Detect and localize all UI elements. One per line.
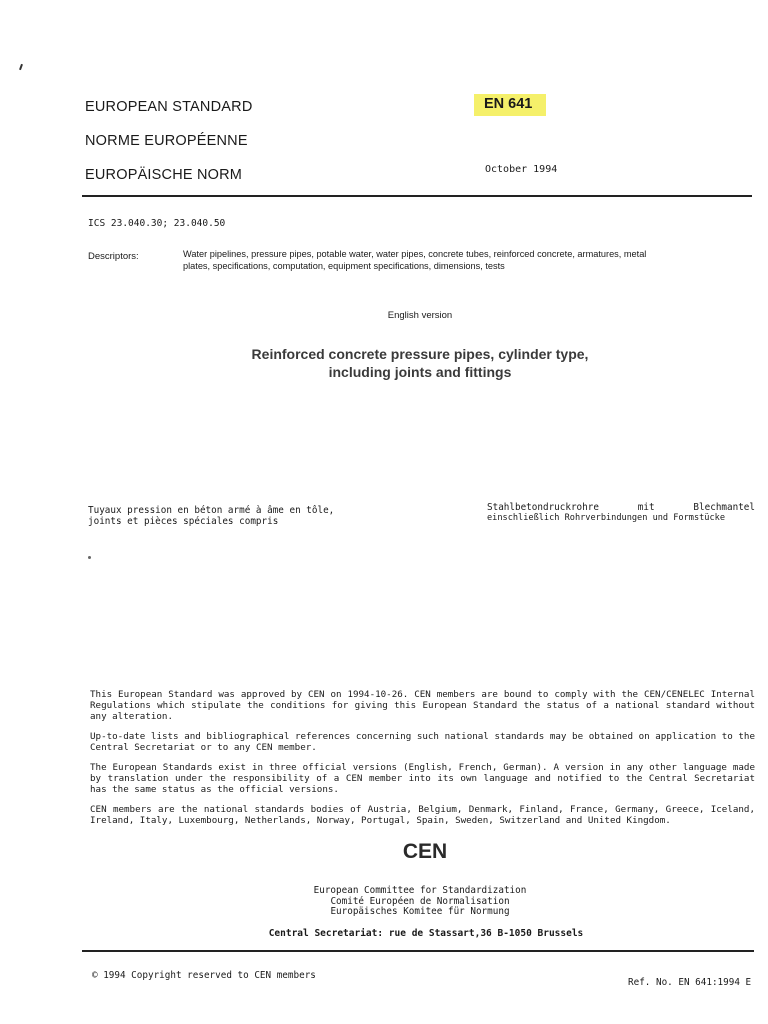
ics-codes: ICS 23.040.30; 23.040.50 [88,218,226,229]
header-divider [82,195,752,197]
central-secretariat: Central Secretariat: rue de Stassart,36 B-1050 Brussels [268,928,584,939]
versions-paragraph: The European Standards exist in three official versions (English, French, German). A version in any other language made by translation under the responsibility of a CEN member into its own language and notified to the Central Secretariat has the same status as the official versions. [90,762,755,795]
descriptors-line-1: Water pipelines, pressure pipes, potable water, water pipes, concrete tubes, reinforced concrete, armatures, metal [183,249,647,259]
descriptors-label: Descriptors: [88,251,139,262]
cen-name-de: Europäisches Komitee für Normung [330,906,510,917]
standard-number: EN 641 [484,96,533,112]
german-title-line-1: Stahlbetondruckrohre mit Blechmantel [487,502,755,513]
footer-divider [82,950,754,952]
cen-name-fr: Comité Européen de Normalisation [330,895,510,907]
header-title-en: EUROPEAN STANDARD [85,99,253,115]
header-title-fr: NORME EUROPÉENNE [85,133,248,149]
scan-mark [19,64,23,70]
document-title [0,345,768,381]
cen-logo: CEN [402,840,448,863]
scan-speck [88,556,91,559]
french-title-line-1: Tuyaux pression en béton armé à âme en tôle, [88,505,335,516]
members-paragraph: CEN members are the national standards bodies of Austria, Belgium, Denmark, Finland, France, Germany, Greece, Iceland, Ireland, Italy, Luxembourg, Netherlands, Norway, Portugal, Spain, Sweden, Switzerland and United Kingdom. [90,804,755,826]
copyright-notice: © 1994 Copyright reserved to CEN members [92,970,316,981]
document-title-line-1: Reinforced concrete pressure pipes, cylinder type, [251,346,589,362]
french-title-line-2: joints et pièces spéciales compris [88,516,279,527]
german-title-line-2: einschließlich Rohrverbindungen und Formstücke [487,513,725,523]
reference-number: Ref. No. EN 641:1994 E [628,977,752,988]
french-title [88,505,334,527]
approval-paragraph: This European Standard was approved by CEN on 1994-10-26. CEN members are bound to comply with the CEN/CENELEC Internal Regulations which stipulate the conditions for giving this European Standard the status of a national standard without any alteration. [90,689,755,722]
cen-name-en: European Committee for Standardization [313,885,527,896]
header-title-de: EUROPÄISCHE NORM [85,167,243,183]
cen-names [0,886,768,918]
version-label: English version [387,310,453,321]
german-title [487,502,755,524]
document-title-line-2: including joints and fittings [328,364,512,380]
references-paragraph: Up-to-date lists and bibliographical references concerning such national standards may be obtained on application to the Central Secretariat or to any CEN member. [90,731,755,753]
publication-date: October 1994 [485,164,558,175]
descriptors-line-2: plates, specifications, computation, equipment specifications, dimensions, tests [183,261,505,271]
